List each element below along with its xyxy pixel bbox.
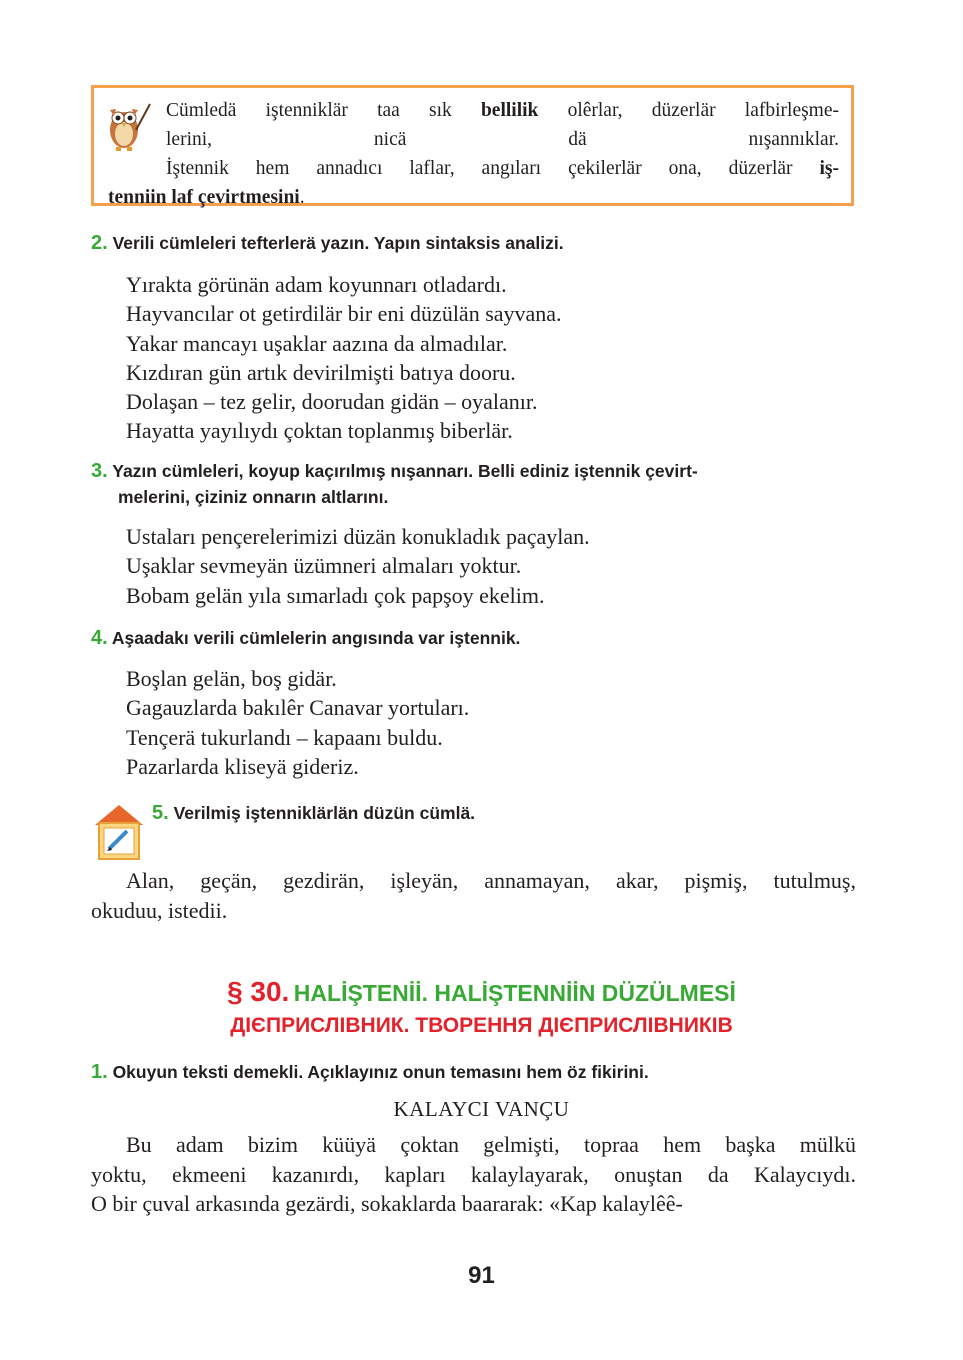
sentence: Hayvancılar ot getirdilär bir eni düzülän sayvana. — [126, 301, 562, 327]
section-number: § 30. — [227, 976, 290, 1007]
story-title: KALAYCI VANÇU — [393, 1097, 570, 1121]
rule-text-part: Cümledä iştenniklär taa sık — [166, 100, 481, 121]
task-5-words — [91, 866, 856, 925]
task-3-heading — [91, 458, 698, 510]
task-4-sentences — [126, 664, 469, 781]
story-paragraph — [91, 1130, 856, 1219]
sentence: Yakar mancayı uşaklar aazına da almadılar. — [126, 330, 508, 356]
task-5-heading — [152, 800, 475, 826]
sentence: Gagauzlarda bakılêr Canavar yortuları. — [126, 695, 470, 721]
rule-text-part: . — [299, 187, 305, 208]
rule-text-part: olêrlar, düzerlär lafbirleşme- — [538, 100, 839, 121]
rule-line-3 — [94, 154, 839, 183]
task-2-sentences — [126, 270, 562, 446]
sentence: Dolaşan – tez gelir, doorudan gidän – oyalanır. — [126, 389, 538, 415]
task-3-sentences — [126, 522, 590, 610]
section-title: HALİŞTENİİ. HALİŞTENNİİN DÜZÜLMESİ — [293, 980, 736, 1006]
paragraph-line: Bu adam bizim küüyä çoktan gelmişti, topraa hem başka mülkü — [126, 1132, 856, 1157]
rule-text-part: İştennik hem annadıcı laflar, angıları çekilerlär ona, düzerlär — [166, 158, 820, 179]
task-instruction: Verilmiş iştenniklärlän düzün cümlä. — [173, 803, 476, 823]
sentence: Kızdıran gün artık devirilmişti batıya dooru. — [126, 359, 516, 385]
rule-bold-term: tenniin laf çevirtmesini — [108, 187, 300, 208]
task-instruction-cont: melerini, çiziniz onnarın altlarını. — [118, 487, 389, 507]
writing-task-icon — [93, 803, 145, 861]
task-4-heading — [91, 625, 520, 651]
rule-line-1 — [94, 96, 839, 125]
rule-line-2: lerini, nicä dä nışannıklar. — [166, 129, 839, 150]
task-instruction: Okuyun teksti demekli. Açıklayınız onun temasını hem öz fikirini. — [112, 1062, 649, 1082]
paragraph-line: okuduu, istedii. — [91, 897, 228, 923]
rule-bold-term: iş- — [819, 158, 839, 179]
sentence: Boşlan gelän, boş gidär. — [126, 666, 337, 691]
task-number: 2. — [91, 232, 108, 254]
rule-bold-term: bellilik — [480, 100, 539, 121]
rule-line-4 — [94, 183, 839, 212]
paragraph-line: O bir çuval arkasında gezärdi, sokaklarda baararak: «Kap kalaylêê- — [91, 1191, 683, 1216]
sentence: Uşaklar sevmeyän üzümneri almaları yoktur. — [126, 553, 522, 579]
task-instruction: Aşaadakı verili cümlelerin angısında var iştennik. — [111, 628, 521, 648]
section-heading — [0, 976, 963, 1008]
task-number: 1. — [91, 1061, 108, 1083]
sentence: Yırakta görünän adam koyunnarı otladardı. — [126, 272, 507, 297]
rule-text — [94, 96, 839, 212]
task-number: 4. — [91, 627, 108, 649]
paragraph-line: Alan, geçän, gezdirän, işleyän, annamayan, akar, pişmiş, tutulmuş, — [126, 868, 856, 893]
sentence: Ustaları pençerelerimizi düzän konukladık paçaylan. — [126, 524, 590, 549]
page-number: 91 — [468, 1262, 495, 1289]
paragraph-line: yoktu, ekmeeni kazanırdı, kapları kalaylayarak, onuştan da Kalaycıydı. — [91, 1161, 856, 1187]
sentence: Pazarlarda kliseyä gideriz. — [126, 753, 359, 779]
section-subtitle: ДІЄПРИСЛІВНИК. ТВОРЕННЯ ДІЄПРИСЛІВНИКІВ — [230, 1014, 733, 1037]
task-2-heading — [91, 230, 564, 256]
sentence: Bobam gelän yıla sımarladı çok papşoy ekelim. — [126, 582, 545, 608]
task-instruction: Yazın cümleleri, koyup kaçırılmış nışannarı. Belli ediniz iştennik çevirt- — [112, 461, 698, 481]
rule-box — [91, 85, 854, 206]
sentence: Hayatta yayılıydı çoktan toplanmış biberlär. — [126, 418, 513, 444]
task-number: 5. — [152, 802, 169, 824]
task-instruction: Verili cümleleri tefterlerä yazın. Yapın sintaksis analizi. — [112, 233, 564, 253]
task-1-heading — [91, 1059, 649, 1085]
sentence: Tençerä tukurlandı – kapaanı buldu. — [126, 724, 443, 750]
task-number: 3. — [91, 460, 108, 482]
